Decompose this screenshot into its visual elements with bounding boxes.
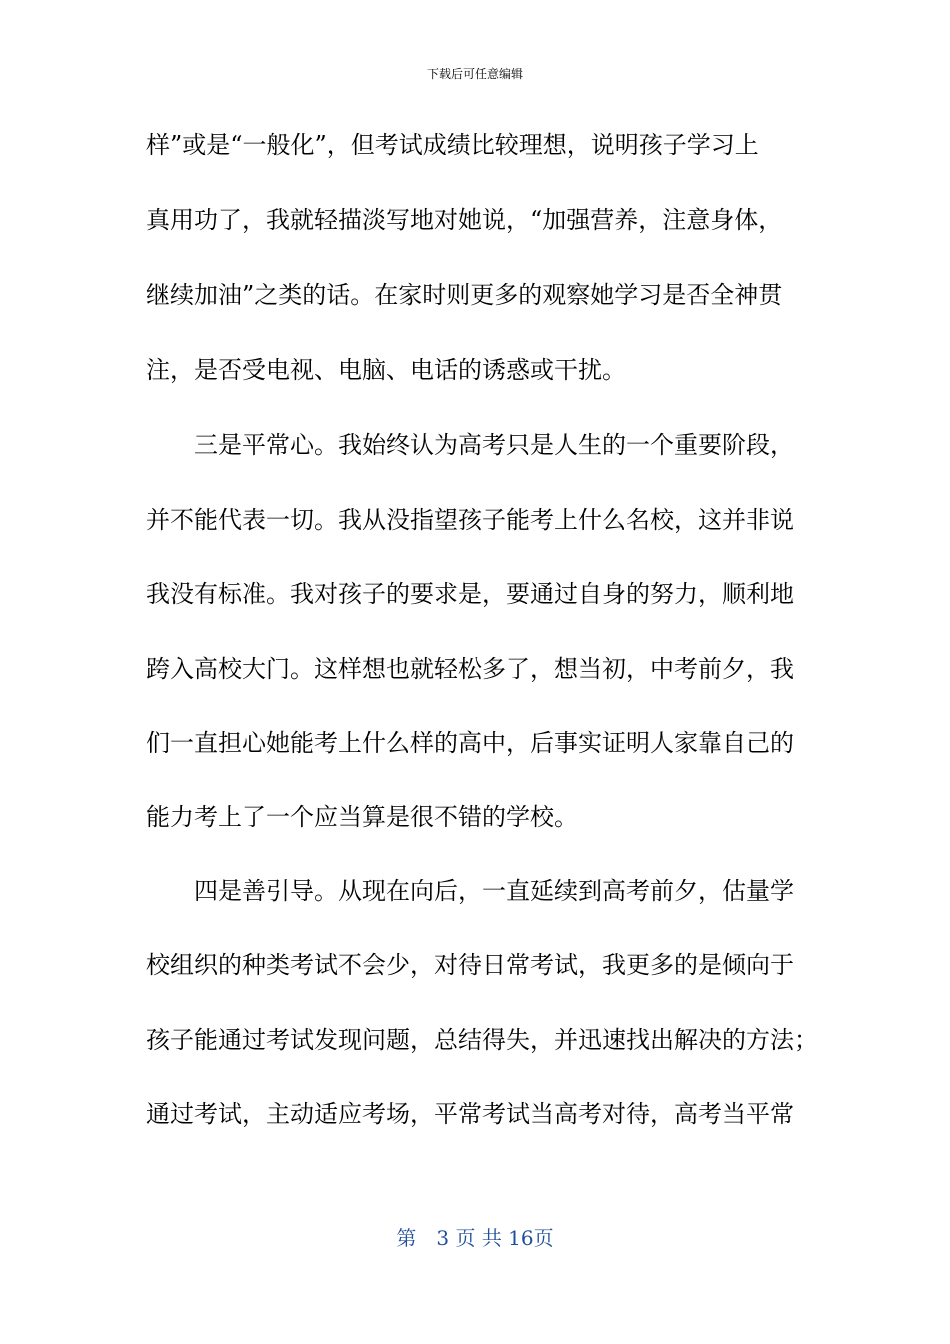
body-line: 四是善引导。从现在向后，一直延续到高考前夕，估量学 (146, 877, 794, 905)
page-header: 下载后可任意编辑 (426, 67, 523, 81)
body-line: 们一直担心她能考上什么样的高中，后事实证明人家靠自己的 (146, 729, 794, 757)
body-line: 孩子能通过考试发现问题，总结得失，并迅速找出解决的方法； (146, 1026, 818, 1054)
body-line: 真用功了，我就轻描淡写地对她说，“加强营养，注意身体， (146, 206, 783, 234)
body-line: 我没有标准。我对孩子的要求是，要通过自身的努力，顺利地 (146, 580, 794, 608)
body-line: 继续加油”之类的话。在家时则更多的观察她学习是否全神贯 (146, 281, 783, 309)
body-line: 通过考试，主动适应考场，平常考试当高考对待，高考当平常 (146, 1100, 794, 1128)
body-line: 注，是否受电视、电脑、电话的诱惑或干扰。 (146, 356, 626, 384)
body-line: 跨入高校大门。这样想也就轻松多了，想当初，中考前夕，我 (146, 655, 794, 683)
page-number: 第 3 页 共 16页 (396, 1226, 554, 1250)
body-line: 样”或是“一般化”，但考试成绩比较理想，说明孩子学习上 (146, 131, 759, 159)
body-line: 并不能代表一切。我从没指望孩子能考上什么名校，这并非说 (146, 506, 794, 534)
body-line: 校组织的种类考试不会少，对待日常考试，我更多的是倾向于 (146, 951, 794, 979)
body-line: 三是平常心。我始终认为高考只是人生的一个重要阶段， (146, 431, 794, 459)
body-line: 能力考上了一个应当算是很不错的学校。 (146, 803, 578, 831)
